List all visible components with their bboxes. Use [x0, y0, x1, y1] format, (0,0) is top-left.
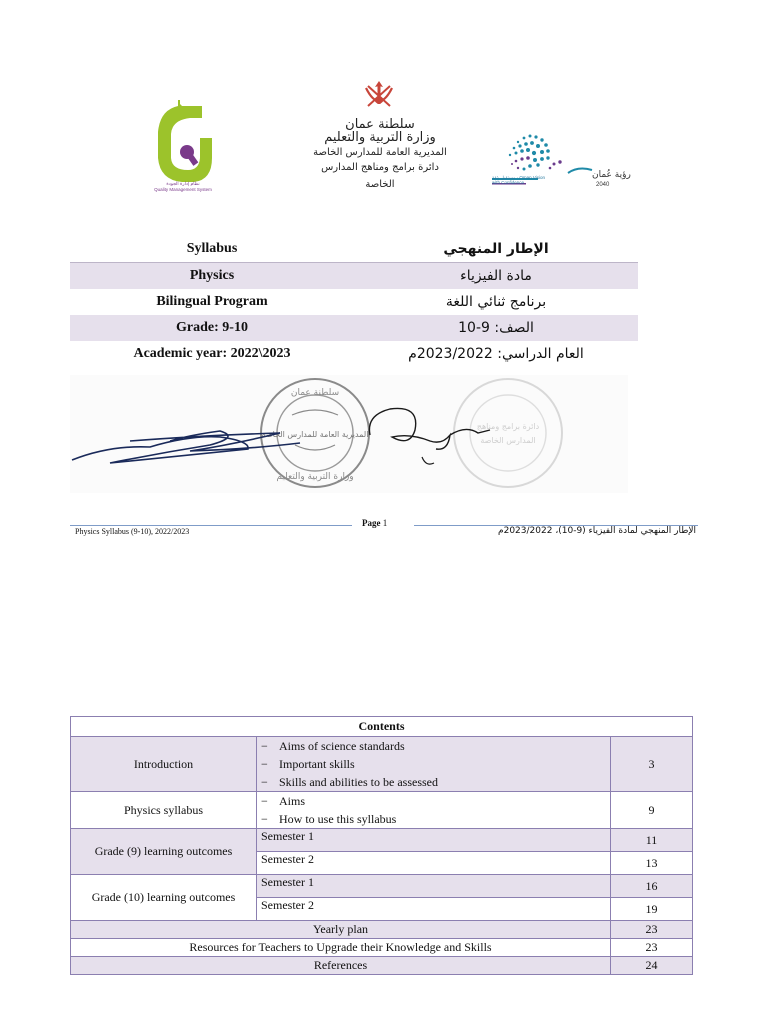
section-label: Grade (9) learning outcomes: [71, 829, 257, 875]
section-label: Resources for Teachers to Upgrade their Knowledge and Skills: [71, 939, 611, 957]
contents-row-introduction: [71, 737, 693, 792]
vision-arabic-label: رؤية عُمان: [592, 170, 631, 180]
info-row-subject: [70, 263, 638, 290]
section-label: References: [71, 957, 611, 975]
info-en: Physics: [70, 263, 354, 290]
info-ar: العام الدراسي: 2023/2022م: [408, 346, 584, 362]
quality-logo-caption: نظام إدارة الجودة Quality Management System: [154, 182, 212, 192]
page-number: 23: [611, 939, 693, 957]
signature-1-icon: [72, 431, 300, 463]
semester-label: Semester 1: [257, 875, 611, 898]
ministry-line-2: وزارة التربية والتعليم: [324, 130, 436, 145]
section-label: Physics syllabus: [71, 792, 257, 829]
syllabus-info-table: [70, 236, 638, 367]
footer-left-text: Physics Syllabus (9-10), 2022/2023: [75, 527, 190, 536]
page-number: 24: [611, 957, 693, 975]
oman-emblem-icon: [360, 78, 398, 116]
ministry-line-1: سلطنة عمان: [345, 117, 415, 132]
page-number: 19: [611, 898, 693, 921]
info-ar: مادة الفيزياء: [354, 263, 638, 290]
contents-row-yearly-plan: [71, 921, 693, 939]
footer-page-label: Page: [362, 518, 381, 528]
info-ar: برنامج ثنائي اللغة: [445, 294, 547, 310]
semester-label: Semester 1: [257, 829, 611, 852]
stamp2-text: دائرة برامج ومناهج: [476, 422, 540, 431]
page-number: 11: [611, 829, 693, 852]
stamp1-text: وزارة التربية والتعليم: [276, 472, 354, 482]
info-ar: الصف: 9-10: [354, 315, 638, 341]
section-label: Grade (10) learning outcomes: [71, 875, 257, 921]
vision-year: 2040: [596, 182, 610, 188]
section-items: [257, 792, 611, 829]
vision-caption: مستقبل بثقة · Oman Vision with Confidence: [492, 175, 546, 185]
info-row-grade: [70, 315, 638, 341]
contents-title: Contents: [71, 717, 693, 737]
ministry-line-3: المديرية العامة للمدارس الخاصة: [313, 147, 447, 158]
ministry-title-block: [305, 116, 455, 193]
footer-page-number: [362, 518, 387, 528]
ministry-line-4: دائرة برامج ومناهج المدارس الخاصة: [321, 162, 439, 190]
page-number: 16: [611, 875, 693, 898]
contents-row-references: [71, 957, 693, 975]
footer-rule-left: [70, 525, 352, 526]
info-ar: الإطار المنهجي: [443, 241, 549, 257]
quality-management-logo: [150, 100, 220, 192]
list-item: − Aims of science standards: [261, 739, 405, 753]
page-number: 23: [611, 921, 693, 939]
stamp1-inner: المديرية العامة للمدارس الخاصة: [261, 430, 369, 439]
official-stamps-and-signatures: [70, 375, 628, 493]
contents-table: [70, 716, 693, 975]
info-en: Syllabus: [186, 241, 238, 256]
footer-page-value: 1: [382, 518, 388, 528]
stamp2-inner: المدارس الخاصة: [480, 436, 536, 445]
programs-stamp-icon: [454, 379, 562, 487]
contents-row-resources: [71, 939, 693, 957]
list-item: − Aims: [261, 794, 306, 808]
info-en: Grade: 9-10: [70, 315, 354, 341]
semester-label: Semester 2: [257, 852, 611, 875]
page-number: 9: [611, 792, 693, 829]
list-item: − Important skills: [261, 757, 355, 771]
section-label: Introduction: [71, 737, 257, 792]
contents-row-physics-syllabus: [71, 792, 693, 829]
list-item: − Skills and abilities to be assessed: [261, 775, 438, 789]
stamp1-top: سلطنة عمان: [290, 388, 340, 398]
info-en: Academic year: 2022\2023: [133, 346, 291, 361]
contents-row-grade9-sem1: [71, 829, 693, 852]
semester-label: Semester 2: [257, 898, 611, 921]
info-row-program: [70, 289, 638, 315]
page-number: 3: [611, 737, 693, 792]
footer-right-text: الإطار المنهجي لمادة الفيزياء (9-10)، 2023/2022م: [498, 526, 696, 536]
section-items: [257, 737, 611, 792]
section-label: Yearly plan: [71, 921, 611, 939]
contents-row-grade10-sem1: [71, 875, 693, 898]
info-row-year: [70, 341, 638, 367]
info-en: Bilingual Program: [156, 294, 268, 309]
list-item: − How to use this syllabus: [261, 812, 397, 826]
info-row-syllabus: [70, 236, 638, 263]
page-number: 13: [611, 852, 693, 875]
